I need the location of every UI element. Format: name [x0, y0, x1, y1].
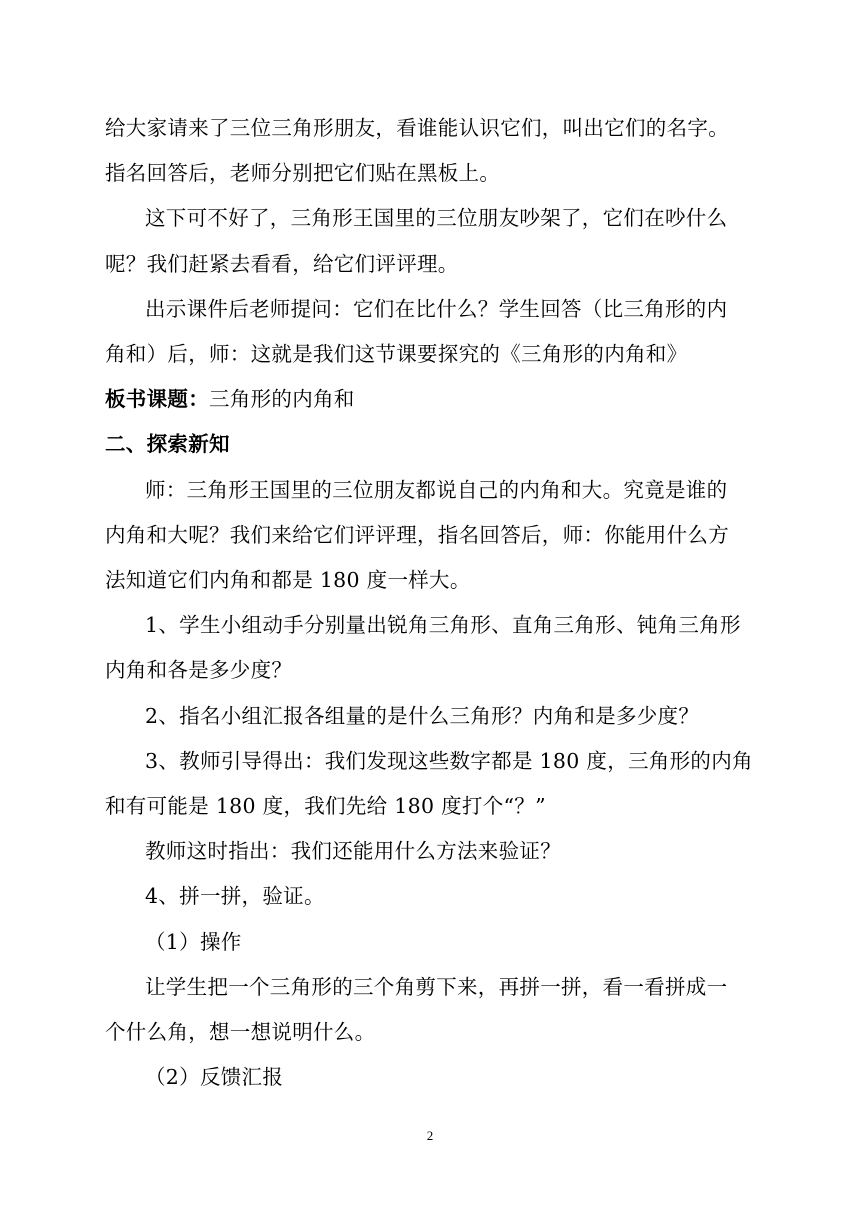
- paragraph-line: 和有可能是 180 度，我们先给 180 度打个“？”: [105, 794, 546, 818]
- paragraph-line: 教师这时指出：我们还能用什么方法来验证？: [145, 839, 561, 863]
- paragraph-line: （1）操作: [145, 930, 242, 954]
- paragraph-line: 个什么角，想一想说明什么。: [105, 1020, 376, 1044]
- paragraph-line: 法知道它们内角和都是 180 度一样大。: [105, 568, 471, 592]
- paragraph-line: 师：三角形王国里的三位朋友都说自己的内角和大。究竟是谁的: [145, 478, 728, 502]
- paragraph-line: 4、拼一拼，验证。: [145, 884, 325, 908]
- paragraph-line: 内角和大呢？我们来给它们评评理，指名回答后，师：你能用什么方: [105, 523, 729, 547]
- paragraph-line: 1、学生小组动手分别量出锐角三角形、直角三角形、钝角三角形: [145, 613, 741, 637]
- section-heading: 二、探索新知: [105, 432, 230, 456]
- paragraph-line: 指名回答后，老师分别把它们贴在黑板上。: [105, 161, 501, 185]
- paragraph-line: 这下可不好了，三角形王国里的三位朋友吵架了，它们在吵什么: [145, 206, 728, 230]
- paragraph-line: （2）反馈汇报: [145, 1065, 284, 1089]
- paragraph-line: 角和）后，师：这就是我们这节课要探究的《三角形的内角和》: [105, 342, 688, 366]
- paragraph-line: 内角和各是多少度？: [105, 658, 293, 682]
- paragraph-line: 2、指名小组汇报各组量的是什么三角形？内角和是多少度？: [145, 704, 700, 728]
- paragraph-line: 出示课件后老师提问：它们在比什么？学生回答（比三角形的内: [145, 297, 728, 321]
- board-title-text: 三角形的内角和: [209, 387, 355, 411]
- page-number: 2: [426, 1128, 434, 1143]
- paragraph-line: 给大家请来了三位三角形朋友，看谁能认识它们，叫出它们的名字。: [105, 116, 729, 140]
- paragraph-line: 让学生把一个三角形的三个角剪下来，再拼一拼，看一看拼成一: [145, 975, 728, 999]
- board-title-label: 板书课题：: [105, 387, 209, 411]
- paragraph-line: 3、教师引导得出：我们发现这些数字都是 180 度，三角形的内角: [145, 749, 753, 773]
- board-title-line: [105, 385, 765, 413]
- paragraph-line: 呢？我们赶紧去看看，给它们评评理。: [105, 252, 459, 276]
